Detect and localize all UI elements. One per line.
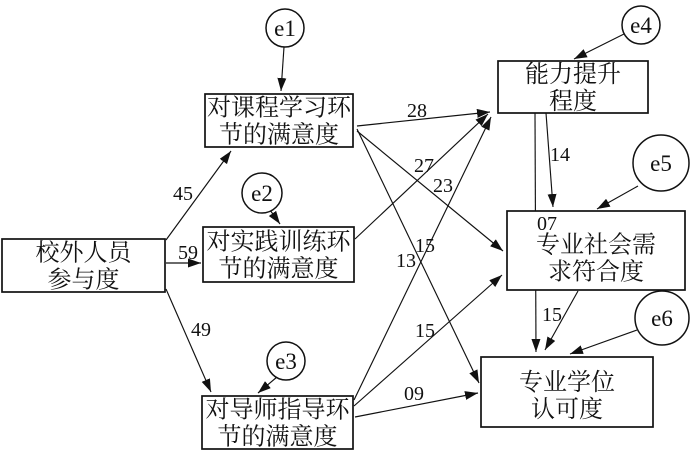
edge-label-mentor_satisfaction-to-degree_recognition: 09 xyxy=(404,383,424,405)
edge-label-social_need_fit-to-degree_recognition: 15 xyxy=(542,304,562,326)
edge-label-ability_improvement-to-social_need_fit: 14 xyxy=(550,144,570,166)
social_need_fit-label-line1: 专业社会需 xyxy=(536,232,656,259)
nodes-layer xyxy=(2,6,689,451)
node-ability_improvement xyxy=(498,61,648,115)
edge-e6-to-degree_recognition xyxy=(570,330,637,354)
degree_recognition-label-line1: 专业学位 xyxy=(519,370,615,396)
participation-label-line1: 校外人员 xyxy=(35,240,132,267)
e1-label: e1 xyxy=(274,16,296,41)
edge-e4-to-ability_improvement xyxy=(574,34,624,59)
edge-e1-to-course_satisfaction xyxy=(281,47,284,91)
e6-label: e6 xyxy=(651,306,673,331)
node-e3 xyxy=(267,342,305,380)
edge-label-practice_satisfaction-to-ability_improvement: 27 xyxy=(414,155,434,177)
edge-e2-to-practice_satisfaction xyxy=(270,210,280,224)
course_satisfaction-label-line1: 对课程学习环 xyxy=(207,95,351,122)
node-e4 xyxy=(622,6,660,44)
ability_improvement-label-line2: 程度 xyxy=(549,89,597,115)
node-e6 xyxy=(635,291,689,345)
node-e5 xyxy=(633,135,689,191)
edge-label-ability_improvement-to-degree_recognition: 07 xyxy=(537,213,557,235)
node-e2 xyxy=(242,173,282,213)
edge-label-course_satisfaction-to-social_need_fit: 23 xyxy=(433,175,453,197)
node-degree_recognition xyxy=(481,357,653,427)
node-practice_satisfaction xyxy=(203,227,354,283)
edge-label-course_satisfaction-to-ability_improvement: 28 xyxy=(407,100,427,122)
edge-label-mentor_satisfaction-to-social_need_fit: 15 xyxy=(415,320,435,342)
e3-label: e3 xyxy=(275,349,297,374)
edge-label-participation-to-practice_satisfaction: 59 xyxy=(178,242,198,264)
e4-label: e4 xyxy=(630,13,652,38)
node-participation xyxy=(2,239,165,294)
practice_satisfaction-label-line1: 对实践训练环 xyxy=(206,229,351,256)
social_need_fit-label-line2: 求符合度 xyxy=(548,259,644,286)
node-mentor_satisfaction xyxy=(202,396,353,451)
e5-label: e5 xyxy=(650,151,672,176)
edge-e3-to-mentor_satisfaction xyxy=(258,377,277,393)
edge-label-participation-to-mentor_satisfaction: 49 xyxy=(191,319,211,341)
edge-label-course_satisfaction-to-degree_recognition: 13 xyxy=(396,250,416,272)
edge-label-participation-to-course_satisfaction: 45 xyxy=(173,183,193,205)
edge-e5-to-social_need_fit xyxy=(597,186,638,209)
degree_recognition-label-line2: 认可度 xyxy=(531,397,603,423)
course_satisfaction-label-line2: 节的满意度 xyxy=(219,122,339,149)
mentor_satisfaction-label-line1: 对导师指导环 xyxy=(205,397,350,424)
participation-label-line2: 参与度 xyxy=(47,267,120,294)
edge-course_satisfaction-to-social_need_fit xyxy=(357,131,503,251)
node-social_need_fit xyxy=(507,211,685,290)
node-e1 xyxy=(266,9,304,47)
e2-label: e2 xyxy=(251,181,273,206)
edge-label-mentor_satisfaction-to-ability_improvement: 15 xyxy=(415,235,435,257)
mentor_satisfaction-label-line2: 节的满意度 xyxy=(217,424,338,451)
node-course_satisfaction xyxy=(205,94,353,149)
practice_satisfaction-label-line2: 节的满意度 xyxy=(218,256,339,283)
ability_improvement-label-line1: 能力提升 xyxy=(525,62,621,88)
